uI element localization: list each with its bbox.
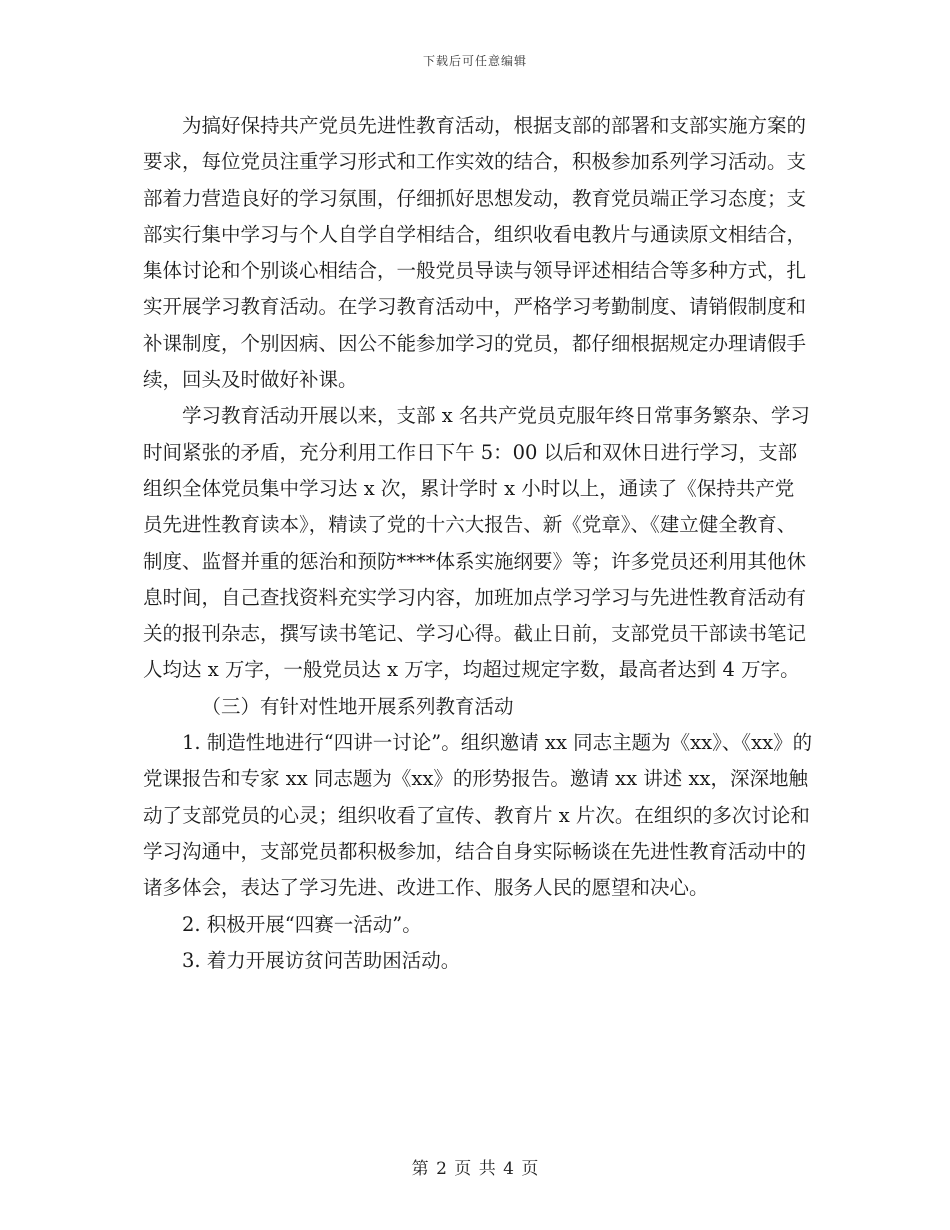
paragraph-item-3: 3. 着力开展访贫问苦助困活动。 (182, 948, 461, 972)
paragraph-item-1: 1. 制造性地进行“四讲一讨论”。组织邀请 xx 同志主题为《xx》、《xx》的党课报告和专家 xx 同志题为《xx》的形势报告。邀请 xx 讲述 xx，深深地触动了支部党员的心灵；组织收看了宣传、教育片 x 片次。在组织的多次讨论和学习沟通中，支部党员都积极参加，结合自身实际畅谈在先进性教育活动中的诸多体会，表达了学习先进、改进工作、服务人民的愿望和决心。 (143, 731, 813, 900)
paragraph-study-methods: 为搞好保持共产党员先进性教育活动，根据支部的部署和支部实施方案的要求，每位党员注重学习形式和工作实效的结合，积极参加系列学习活动。支部着力营造良好的学习氛围，仔细抓好思想发动，教育党员端正学习态度；支部实行集中学习与个人自学自学相结合，组织收看电教片与通读原文相结合，集体讨论和个别谈心相结合，一般党员导读与领导评述相结合等多种方式，扎实开展学习教育活动。在学习教育活动中，严格学习考勤制度、请销假制度和补课制度，个别因病、因公不能参加学习的党员，都仔细根据规定办理请假手续，回头及时做好补课。 (143, 114, 807, 392)
page-number-footer: 第 2 页 共 4 页 (411, 1159, 539, 1179)
paragraph-item-2: 2. 积极开展“四赛一活动”。 (182, 912, 422, 936)
section-heading: （三）有针对性地开展系列教育活动 (201, 694, 514, 718)
header-note: 下载后可任意编辑 (422, 54, 527, 68)
paragraph-study-progress: 学习教育活动开展以来，支部 x 名共产党员克服年终日常事务繁杂、学习时间紧张的矛盾，充分利用工作日下午 5：00 以后和双休日进行学习，支部组织全体党员集中学习达 x 次，累计学时 x 小时以上，通读了《保持共产党员先进性教育读本》，精读了党的十六大报告、新《党章》、《建立健全教育、制度、监督并重的惩治和预防****体系实施纲要》等；许多党员还利用其他休息时间，自己查找资料充实学习内容，加班加点学习学习与先进性教育活动有关的报刊杂志，撰写读书笔记、学习心得。截止日前，支部党员干部读书笔记人均达 x 万字，一般党员达 x 万字，均超过规定字数，最高者达到 4 万字。 (143, 404, 810, 682)
document-body (143, 108, 813, 979)
